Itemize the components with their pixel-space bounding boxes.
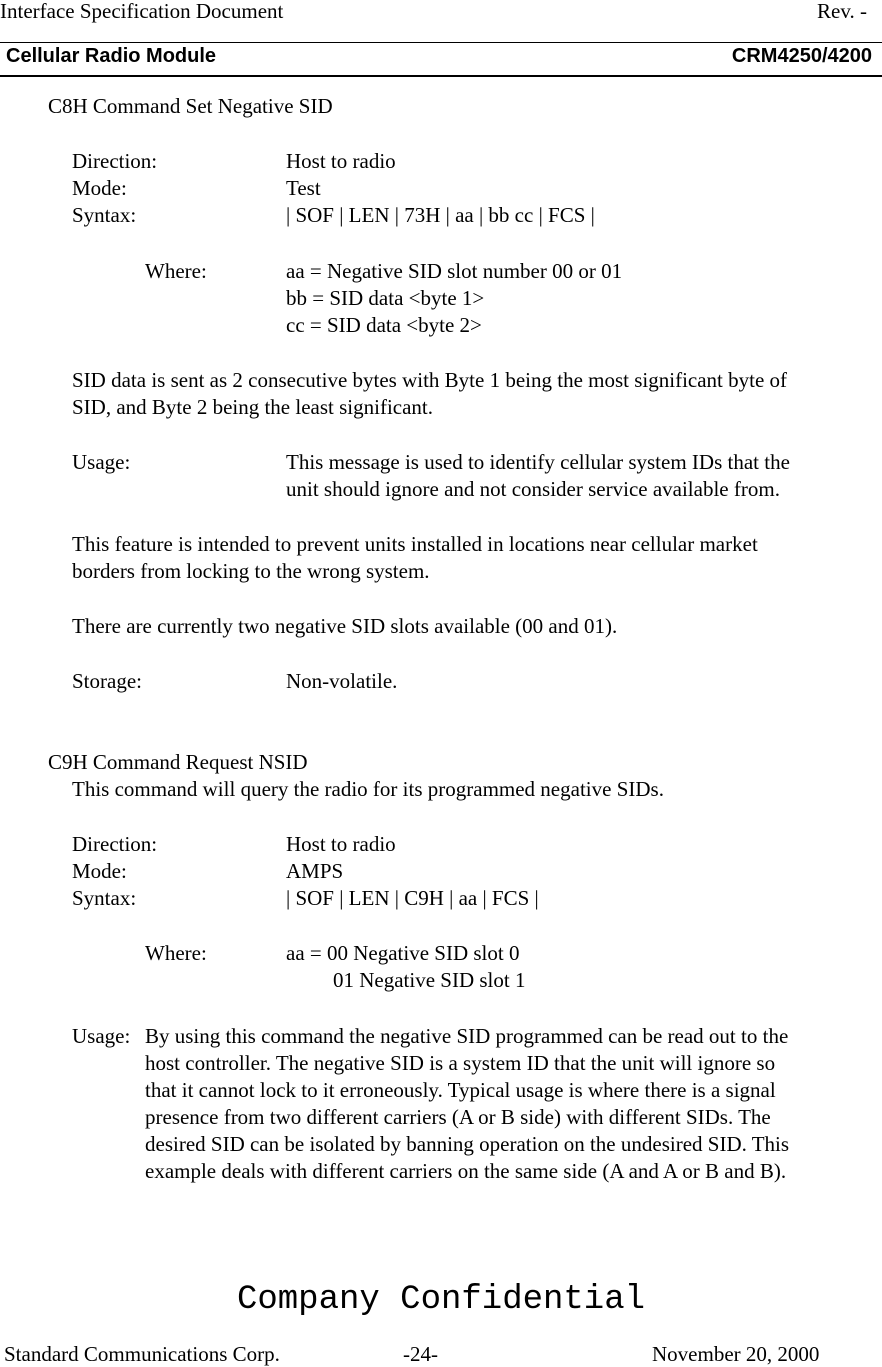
c9-mode-value: AMPS bbox=[286, 859, 344, 883]
header-rule-top bbox=[0, 42, 882, 43]
c9-usage-line: presence from two different carriers (A or B side) with different SIDs. The bbox=[145, 1105, 771, 1129]
c9-usage-line: example deals with different carriers on the same side (A and A or B and B). bbox=[145, 1159, 787, 1183]
c9-direction-label: Direction: bbox=[72, 832, 158, 856]
c9-syntax-label: Syntax: bbox=[72, 886, 137, 910]
c8-mode-label: Mode: bbox=[72, 176, 127, 200]
c8-syntax-value: | SOF | LEN | 73H | aa | bb cc | FCS | bbox=[286, 203, 595, 227]
footer-page-number: -24- bbox=[403, 1342, 438, 1366]
section-c8-title: C8H Command Set Negative SID bbox=[48, 94, 333, 118]
footer-date: November 20, 2000 bbox=[652, 1342, 820, 1366]
c8-mode-value: Test bbox=[286, 176, 321, 200]
c8-storage-value: Non-volatile. bbox=[286, 669, 398, 693]
c9-intro: This command will query the radio for its programmed negative SIDs. bbox=[72, 777, 664, 801]
c8-storage-label: Storage: bbox=[72, 669, 142, 693]
revision-label: Rev. - bbox=[817, 0, 867, 23]
c8-where-line: aa = Negative SID slot number 00 or 01 bbox=[286, 259, 623, 283]
c8-usage-line: This message is used to identify cellular system IDs that the bbox=[286, 450, 790, 474]
c8-direction-value: Host to radio bbox=[286, 149, 396, 173]
c9-where-line: 01 Negative SID slot 1 bbox=[333, 968, 526, 992]
c8-where-line: cc = SID data <byte 2> bbox=[286, 313, 482, 337]
c9-usage-line: By using this command the negative SID programmed can be read out to the bbox=[145, 1024, 789, 1048]
c9-usage-line: host controller. The negative SID is a system ID that the unit will ignore so bbox=[145, 1051, 776, 1075]
c8-syntax-label: Syntax: bbox=[72, 203, 137, 227]
c8-slots-line: There are currently two negative SID slots available (00 and 01). bbox=[72, 614, 618, 638]
c8-sid-data-line: SID, and Byte 2 being the least significant. bbox=[72, 395, 434, 419]
module-title: Cellular Radio Module bbox=[6, 45, 217, 67]
c8-feature-line: This feature is intended to prevent units installed in locations near cellular market bbox=[72, 532, 758, 556]
footer-company: Standard Communications Corp. bbox=[4, 1342, 280, 1366]
c9-syntax-value: | SOF | LEN | C9H | aa | FCS | bbox=[286, 886, 539, 910]
c8-usage-line: unit should ignore and not consider service available from. bbox=[286, 477, 780, 501]
c9-mode-label: Mode: bbox=[72, 859, 127, 883]
c8-usage-label: Usage: bbox=[72, 450, 131, 474]
c9-usage-line: that it cannot lock to it erroneously. Typical usage is where there is a signal bbox=[145, 1078, 776, 1102]
c9-usage-line: desired SID can be isolated by banning operation on the undesired SID. This bbox=[145, 1132, 790, 1156]
c9-where-line: aa = 00 Negative SID slot 0 bbox=[286, 941, 520, 965]
model-number: CRM4250/4200 bbox=[731, 45, 872, 67]
c8-feature-line: borders from locking to the wrong system. bbox=[72, 559, 430, 583]
c9-direction-value: Host to radio bbox=[286, 832, 396, 856]
c9-where-label: Where: bbox=[145, 941, 207, 965]
c8-where-label: Where: bbox=[145, 259, 207, 283]
c8-direction-label: Direction: bbox=[72, 149, 158, 173]
doc-title: Interface Specification Document bbox=[0, 0, 284, 23]
c8-sid-data-line: SID data is sent as 2 consecutive bytes with Byte 1 being the most significant byte of bbox=[72, 368, 788, 392]
section-c9-title: C9H Command Request NSID bbox=[48, 750, 308, 774]
header-rule-bottom bbox=[0, 75, 882, 77]
c8-where-line: bb = SID data <byte 1> bbox=[286, 286, 485, 310]
confidential-banner: Company Confidential bbox=[236, 1281, 646, 1319]
c9-usage-label: Usage: bbox=[72, 1024, 131, 1048]
